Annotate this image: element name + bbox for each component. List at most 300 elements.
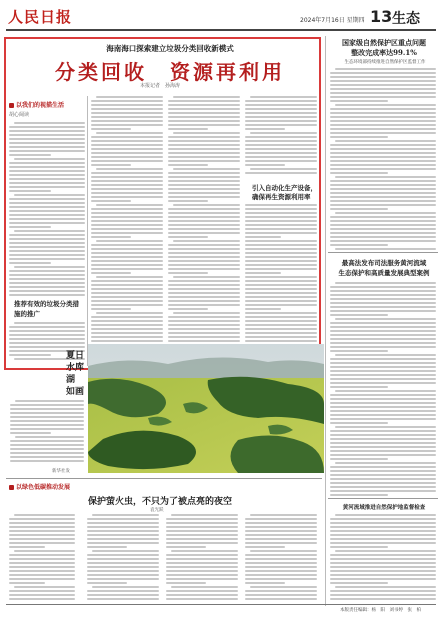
text-line: [330, 120, 436, 122]
text-line: [91, 236, 131, 238]
text-line: [87, 582, 127, 584]
text-line: [91, 192, 163, 194]
text-line: [330, 554, 436, 556]
text-line: [87, 534, 159, 536]
text-line: [9, 594, 75, 596]
text-line: [245, 590, 317, 592]
text-line: [330, 590, 436, 592]
section-name: 生态: [392, 11, 420, 27]
right-bottom-title[interactable]: 黄河流域推进自然保护地监督检查: [342, 505, 426, 511]
text-line: [245, 598, 317, 600]
text-line: [166, 558, 238, 560]
text-line: [168, 288, 240, 290]
column-rule: [325, 36, 326, 606]
text-line: [330, 196, 436, 198]
text-line: [245, 220, 317, 222]
text-line: [245, 124, 317, 126]
article-divider: [6, 478, 322, 479]
newspaper-logo: 人民日报: [8, 8, 73, 26]
text-line: [9, 254, 85, 256]
text-line: [9, 258, 85, 260]
right-mid-title-2[interactable]: 生态保护和高质量发展典型案例: [338, 269, 430, 277]
text-line: [245, 296, 317, 298]
text-line: [330, 232, 436, 234]
text-line: [330, 236, 436, 238]
text-line: [245, 216, 317, 218]
text-line: [87, 554, 159, 556]
text-line: [245, 324, 317, 326]
text-line: [330, 290, 436, 292]
text-line: [330, 168, 436, 170]
text-line: [168, 300, 240, 302]
text-line: [91, 188, 163, 190]
text-line: [330, 402, 436, 404]
text-line: [91, 128, 131, 130]
text-line: [330, 148, 436, 150]
text-line: [91, 216, 163, 218]
text-line: [330, 88, 436, 90]
text-line: [91, 164, 131, 166]
photo-caption-line: 如画: [66, 387, 85, 397]
text-line: [330, 538, 436, 540]
text-line: [166, 594, 238, 596]
text-line: [330, 188, 436, 190]
text-line: [330, 152, 436, 154]
text-line: [9, 182, 85, 184]
text-line: [91, 172, 163, 174]
text-line: [245, 530, 317, 532]
text-line: [245, 136, 317, 138]
text-line: [330, 562, 436, 564]
article-divider: [328, 498, 438, 499]
section-marker-icon: [9, 485, 14, 490]
text-line: [245, 518, 317, 520]
text-line: [168, 100, 240, 102]
text-line: [10, 444, 84, 446]
text-line: [330, 240, 436, 242]
text-line: [91, 256, 163, 258]
text-line: [330, 76, 436, 78]
text-line: [9, 134, 85, 136]
text-line: [9, 262, 51, 264]
text-line: [330, 366, 436, 368]
text-line: [330, 192, 436, 194]
text-line: [91, 116, 163, 118]
text-line: [330, 116, 436, 118]
text-line: [330, 534, 436, 536]
bottom-byline: 袁光跃: [150, 508, 164, 513]
text-line: [330, 578, 436, 580]
text-line: [9, 574, 75, 576]
lead-headline[interactable]: 分类回收 资源再利用: [55, 60, 285, 84]
text-line: [10, 432, 51, 434]
text-line: [330, 80, 436, 82]
text-line: [91, 108, 163, 110]
text-line: [168, 112, 240, 114]
text-line: [166, 530, 238, 532]
text-line: [330, 298, 436, 300]
text-line: [330, 566, 436, 568]
text-line: [330, 466, 436, 468]
text-line: [335, 550, 436, 552]
text-line: [10, 416, 84, 418]
text-line: [330, 322, 436, 324]
text-line: [91, 340, 163, 342]
text-line: [9, 534, 75, 536]
text-line: [96, 240, 163, 242]
text-line: [330, 558, 436, 560]
text-line: [168, 260, 240, 262]
text-line: [10, 428, 84, 430]
text-line: [168, 216, 240, 218]
text-line: [330, 108, 436, 110]
text-line: [168, 284, 240, 286]
text-line: [166, 566, 238, 568]
text-line: [173, 240, 240, 242]
text-line: [91, 152, 163, 154]
text-line: [330, 458, 388, 460]
text-line: [87, 578, 159, 580]
text-line: [166, 554, 238, 556]
text-line: [14, 322, 85, 324]
text-line: [245, 244, 317, 246]
text-line: [330, 454, 436, 456]
text-line: [87, 558, 159, 560]
reservoir-photo[interactable]: [88, 344, 324, 473]
text-line: [166, 574, 238, 576]
text-line: [330, 414, 436, 416]
text-line: [168, 200, 208, 202]
text-line: [330, 370, 436, 372]
text-line: [166, 542, 238, 544]
text-line: [171, 514, 238, 516]
text-line: [245, 264, 317, 266]
text-line: [87, 590, 159, 592]
right-top-title-1[interactable]: 国家级自然保护区重点问题: [342, 38, 426, 47]
text-line: [245, 594, 317, 596]
text-line: [168, 140, 240, 142]
text-line: [168, 108, 240, 110]
text-line: [245, 140, 317, 142]
text-line: [9, 346, 85, 348]
text-line: [92, 586, 159, 588]
text-line: [245, 212, 317, 214]
text-line: [166, 590, 238, 592]
text-line: [168, 236, 208, 238]
text-line: [9, 562, 75, 564]
text-line: [91, 228, 163, 230]
text-line: [245, 248, 317, 250]
text-line: [168, 212, 240, 214]
dateline: 2024年7月16日 星期四: [300, 17, 365, 24]
text-line: [245, 566, 317, 568]
text-line: [168, 248, 240, 250]
text-line: [330, 164, 436, 166]
text-line: [168, 172, 240, 174]
text-line: [9, 270, 85, 272]
text-line: [245, 534, 317, 536]
text-line: [245, 308, 281, 310]
text-line: [250, 96, 317, 98]
text-line: [168, 320, 240, 322]
text-line: [9, 290, 85, 292]
text-line: [9, 222, 85, 224]
text-line: [87, 598, 159, 600]
text-line: [245, 578, 317, 580]
text-line: [9, 242, 85, 244]
text-line: [87, 546, 127, 548]
masthead-rule: [6, 29, 436, 31]
text-line: [330, 494, 388, 496]
text-line: [330, 478, 436, 480]
text-line: [245, 300, 317, 302]
text-line: [168, 244, 240, 246]
text-line: [9, 338, 85, 340]
text-line: [330, 342, 436, 344]
text-line: [14, 550, 75, 552]
text-line: [9, 598, 75, 600]
text-line: [91, 156, 163, 158]
text-line: [91, 144, 163, 146]
text-line: [9, 326, 85, 328]
text-line: [330, 598, 436, 600]
text-line: [330, 220, 436, 222]
text-line: [91, 296, 163, 298]
text-line: [330, 518, 436, 520]
text-line: [9, 162, 85, 164]
bottom-tag: [9, 482, 70, 491]
text-line: [173, 96, 240, 98]
text-line: [173, 132, 240, 134]
text-line: [9, 126, 85, 128]
text-line: [330, 386, 388, 388]
lead-byline: 本报记者 孙海涛: [140, 83, 181, 89]
text-line: [91, 104, 163, 106]
text-line: [9, 526, 75, 528]
text-line: [10, 408, 84, 410]
text-line: [168, 324, 240, 326]
text-line: [330, 334, 436, 336]
text-line: [330, 526, 436, 528]
text-line: [245, 570, 317, 572]
text-line: [245, 152, 317, 154]
text-line: [166, 582, 206, 584]
footer-editors: 本版责任编辑：杨 阳 刘书婷 张 柏: [340, 608, 421, 613]
text-line: [330, 144, 436, 146]
text-line: [245, 204, 317, 206]
text-line: [168, 180, 240, 182]
text-line: [9, 186, 85, 188]
text-line: [91, 208, 163, 210]
text-line: [91, 196, 163, 198]
text-line: [168, 280, 240, 282]
text-line: [168, 264, 240, 266]
text-line: [10, 456, 84, 458]
text-line: [330, 406, 436, 408]
text-line: [92, 550, 159, 552]
text-line: [168, 304, 240, 306]
page-number: 13: [370, 7, 393, 26]
text-line: [91, 264, 163, 266]
text-line: [330, 172, 388, 174]
text-line: [9, 210, 85, 212]
text-line: [168, 136, 240, 138]
text-line: [330, 200, 436, 202]
text-line: [166, 538, 238, 540]
text-line: [330, 184, 436, 186]
text-line: [92, 514, 159, 516]
text-line: [245, 104, 317, 106]
text-line: [10, 424, 84, 426]
text-line: [168, 188, 240, 190]
bottom-article-title[interactable]: 保护萤火虫，不只为了被点亮的夜空: [87, 497, 232, 507]
text-line: [9, 274, 85, 276]
text-line: [9, 174, 85, 176]
text-line: [91, 292, 163, 294]
text-line: [91, 184, 163, 186]
text-line: [250, 132, 317, 134]
text-line: [9, 130, 85, 132]
text-line: [171, 550, 238, 552]
text-line: [330, 136, 388, 138]
text-line: [335, 68, 436, 70]
text-line: [171, 586, 238, 588]
text-line: [245, 312, 317, 314]
text-line: [9, 246, 85, 248]
text-line: [168, 232, 240, 234]
text-line: [10, 412, 84, 414]
text-line: [9, 238, 85, 240]
text-line: [250, 514, 317, 516]
text-line: [245, 268, 317, 270]
text-line: [168, 308, 208, 310]
text-line: [168, 156, 240, 158]
text-line: [245, 340, 317, 342]
text-line: [9, 554, 75, 556]
text-line: [245, 256, 317, 258]
right-mid-title-1[interactable]: 最高法发布司法服务黄河流域: [341, 259, 427, 267]
lead-kicker: 海南海口探索建立垃圾分类回收新模式: [106, 44, 234, 53]
text-line: [168, 208, 240, 210]
text-line: [245, 332, 317, 334]
text-line: [168, 272, 208, 274]
text-line: [168, 332, 240, 334]
text-line: [168, 144, 240, 146]
text-line: [330, 422, 388, 424]
text-line: [245, 582, 285, 584]
text-line: [335, 104, 436, 106]
text-line: [168, 224, 240, 226]
text-line: [9, 226, 51, 228]
text-line: [330, 208, 388, 210]
text-line: [330, 228, 436, 230]
text-line: [245, 280, 317, 282]
text-line: [14, 122, 85, 124]
text-line: [330, 382, 436, 384]
text-line: [96, 168, 163, 170]
text-line: [168, 256, 240, 258]
text-line: [330, 338, 436, 340]
text-line: [330, 542, 436, 544]
text-line: [96, 96, 163, 98]
text-line: [330, 418, 436, 420]
text-line: [91, 328, 163, 330]
text-line: [330, 378, 436, 380]
text-line: [330, 362, 436, 364]
text-line: [330, 100, 388, 102]
text-line: [91, 316, 163, 318]
text-line: [9, 178, 85, 180]
text-line: [245, 172, 317, 174]
text-line: [330, 156, 436, 158]
text-line: [168, 340, 240, 342]
text-line: [330, 306, 436, 308]
text-line: [330, 160, 436, 162]
text-line: [245, 260, 317, 262]
text-line: [91, 324, 163, 326]
text-line: [330, 124, 436, 126]
text-line: [91, 136, 163, 138]
text-line: [91, 120, 163, 122]
text-line: [168, 128, 208, 130]
text-line: [168, 252, 240, 254]
text-line: [91, 244, 163, 246]
text-line: [245, 554, 317, 556]
text-line: [9, 150, 85, 152]
text-line: [10, 448, 84, 450]
text-line: [330, 410, 436, 412]
text-line: [166, 562, 238, 564]
right-top-title-2[interactable]: 整改完成率达99.1%: [351, 48, 417, 57]
text-line: [330, 72, 436, 74]
commentary-tag: [9, 100, 64, 109]
text-line: [9, 206, 85, 208]
text-line: [330, 128, 436, 130]
text-line: [330, 434, 436, 436]
text-line: [335, 248, 436, 250]
text-line: [330, 398, 436, 400]
text-line: [245, 116, 317, 118]
text-line: [250, 550, 317, 552]
text-line: [335, 140, 436, 142]
text-line: [330, 132, 436, 134]
text-line: [9, 542, 75, 544]
text-line: [245, 538, 317, 540]
text-line: [330, 294, 436, 296]
text-line: [245, 228, 317, 230]
text-line: [335, 212, 436, 214]
text-line: [330, 442, 436, 444]
text-line: [245, 526, 317, 528]
text-line: [245, 252, 317, 254]
text-line: [330, 430, 436, 432]
text-line: [168, 292, 240, 294]
text-line: [168, 220, 240, 222]
text-line: [9, 154, 51, 156]
text-line: [330, 530, 436, 532]
text-line: [330, 394, 436, 396]
text-line: [245, 574, 317, 576]
text-line: [87, 526, 159, 528]
text-line: [335, 426, 436, 428]
text-line: [9, 166, 85, 168]
text-line: [9, 142, 85, 144]
text-line: [9, 138, 85, 140]
text-line: [14, 230, 85, 232]
text-line: [10, 404, 84, 406]
text-line: [245, 320, 317, 322]
text-line: [245, 144, 317, 146]
